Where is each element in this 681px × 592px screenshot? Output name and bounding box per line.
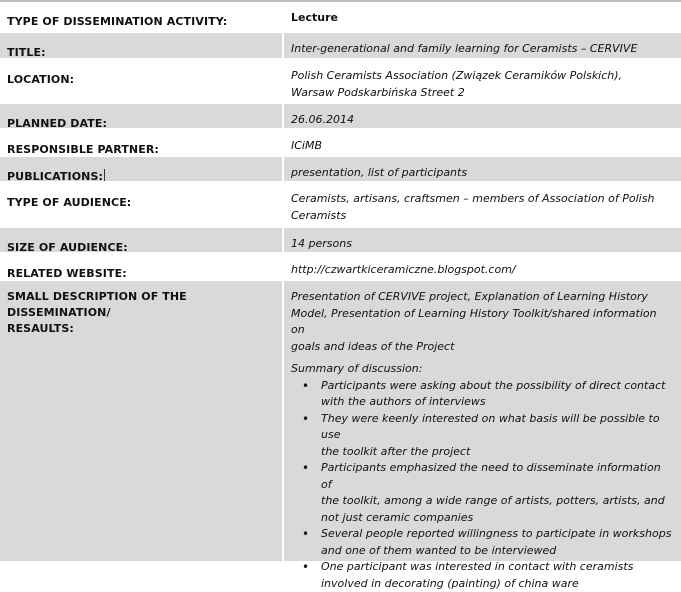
- list-item: [291, 460, 673, 526]
- text-cursor: [104, 169, 105, 181]
- planned-date-label: PLANNED DATE:: [7, 117, 107, 130]
- table-row-publications: [0, 157, 681, 181]
- description-intro-line-1: Presentation of CERVIVE project, Explanation of Learning History: [291, 289, 673, 306]
- bullet-3-line-3: not just ceramic companies: [321, 510, 673, 527]
- location-value-line-2: Warsaw Podskarbińska Street 2: [291, 85, 673, 102]
- description-value-cell: [284, 281, 681, 561]
- website-label-cell: [0, 254, 282, 279]
- publications-value: presentation, list of participants: [291, 165, 673, 182]
- planned-date-value: 26.06.2014: [291, 112, 673, 129]
- website-link[interactable]: http://czwartkiceramiczne.blogspot.com/: [291, 262, 673, 279]
- responsible-partner-label: RESPONSIBLE PARTNER:: [7, 143, 159, 156]
- website-value-cell: [284, 254, 681, 279]
- bullet-4-line-1: • Several people reported willingness to participate in workshops: [321, 526, 673, 543]
- audience-size-label-cell: [0, 228, 282, 252]
- bullet-2-line-1: • They were keenly interested on what basis will be possible to use: [321, 411, 673, 444]
- discussion-bullet-list: [291, 378, 673, 592]
- audience-type-label-cell: [0, 183, 282, 226]
- location-value-cell: [284, 60, 681, 102]
- bullet-5-line-1: • One participant was interested in contact with ceramists: [321, 559, 673, 576]
- responsible-partner-value: ICiMB: [291, 138, 673, 155]
- activity-type-label: TYPE OF DISSEMINATION ACTIVITY:: [7, 15, 227, 28]
- audience-type-value-line-1: Ceramists, artisans, craftsmen – members of Association of Polish: [291, 191, 673, 208]
- table-row-activity-type: [0, 2, 681, 31]
- bullet-1-line-2: with the authors of interviews: [321, 394, 673, 411]
- list-item: [291, 559, 673, 592]
- description-label-cell: [0, 281, 282, 561]
- bullet-1-line-1: • Participants were asking about the possibility of direct contact: [321, 378, 673, 395]
- activity-type-label-cell: [0, 2, 282, 31]
- list-item: [291, 526, 673, 559]
- bullet-5-line-2: involved in decorating (painting) of china ware: [321, 576, 673, 592]
- title-value: Inter-generational and family learning for Ceramists – CERVIVE: [291, 41, 673, 74]
- audience-type-value-cell: [284, 183, 681, 226]
- title-value-cell: [284, 33, 681, 58]
- table-row-location: [0, 60, 681, 102]
- table-row-title: [0, 33, 681, 58]
- activity-type-value: Lecture: [291, 10, 673, 27]
- responsible-partner-label-cell: [0, 130, 282, 155]
- table-row-audience-size: [0, 228, 681, 252]
- location-label-cell: [0, 60, 282, 102]
- responsible-partner-value-cell: [284, 130, 681, 155]
- title-label-cell: [0, 33, 282, 58]
- bullet-2-line-2: the toolkit after the project: [321, 444, 673, 461]
- location-label: LOCATION:: [7, 73, 74, 86]
- bullet-3-line-1: • Participants emphasized the need to disseminate information of: [321, 460, 673, 493]
- publications-label-cell: [0, 157, 282, 181]
- audience-size-value-cell: [284, 228, 681, 252]
- bullet-4-line-2: and one of them wanted to be interviewed: [321, 543, 673, 560]
- publications-value-cell: [284, 157, 681, 181]
- activity-type-value-cell: [284, 2, 681, 31]
- table-row-description: [0, 281, 681, 561]
- planned-date-value-cell: [284, 104, 681, 128]
- table-row-audience-type: [0, 183, 681, 226]
- table-row-website: [0, 254, 681, 279]
- description-label-line-2: RESAULTS:: [7, 321, 282, 337]
- bullet-3-line-2: the toolkit, among a wide range of artists, potters, artists, and: [321, 493, 673, 510]
- table-row-responsible-partner: [0, 130, 681, 155]
- description-label-line-1: SMALL DESCRIPTION OF THE DISSEMINATION/: [7, 289, 282, 321]
- title-label: TITLE:: [7, 46, 46, 59]
- location-value-line-1: Polish Ceramists Association (Związek Ceramików Polskich),: [291, 68, 673, 85]
- audience-size-label: SIZE OF AUDIENCE:: [7, 241, 128, 254]
- publications-label: PUBLICATIONS:: [7, 170, 103, 183]
- planned-date-label-cell: [0, 104, 282, 128]
- audience-type-value-line-2: Ceramists: [291, 208, 673, 225]
- audience-size-value: 14 persons: [291, 236, 673, 253]
- audience-type-label: TYPE OF AUDIENCE:: [7, 196, 131, 209]
- description-intro-line-2: Model, Presentation of Learning History Toolkit/shared information on: [291, 306, 673, 339]
- summary-heading: Summary of discussion:: [291, 361, 673, 378]
- list-item: [291, 378, 673, 411]
- website-label: RELATED WEBSITE:: [7, 267, 127, 280]
- description-intro-line-3: goals and ideas of the Project: [291, 339, 673, 356]
- table-row-planned-date: [0, 104, 681, 128]
- list-item: [291, 411, 673, 461]
